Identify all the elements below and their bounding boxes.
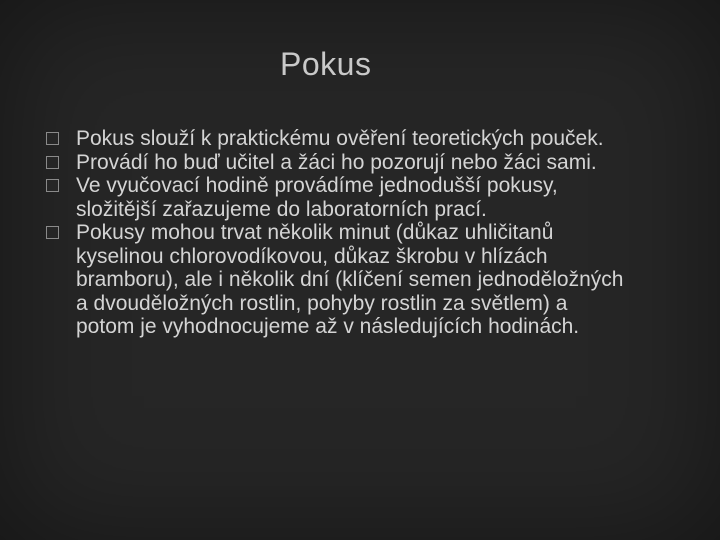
square-outline-icon — [46, 179, 59, 192]
bullet-item — [46, 151, 626, 175]
bullet-item — [46, 127, 626, 151]
bullet-item — [46, 174, 626, 221]
square-outline-icon — [46, 132, 59, 145]
bullet-list — [46, 127, 626, 339]
bullet-text: Provádí ho buď učitel a žáci ho pozorují nebo žáci sami. — [76, 150, 597, 174]
bullet-text: Pokus slouží k praktickému ověření teoretických pouček. — [76, 127, 604, 150]
slide-title: Pokus — [280, 46, 372, 82]
square-outline-icon — [46, 156, 59, 169]
bullet-text: Pokusy mohou trvat několik minut (důkaz uhličitanů kyselinou chlorovodíkovou, důkaz škrobu v hlízách bramboru), ale i několik dní (klíčení semen jednoděložných a dvouděložných rostlin, pohyby rostlin za světlem) a potom je vyhodnocujeme až v následujících hodinách. — [76, 221, 624, 338]
square-outline-icon — [46, 226, 59, 239]
bullet-item — [46, 221, 626, 339]
bullet-text: Ve vyučovací hodině provádíme jednodušší pokusy, složitější zařazujeme do laboratorních prací. — [76, 174, 558, 221]
